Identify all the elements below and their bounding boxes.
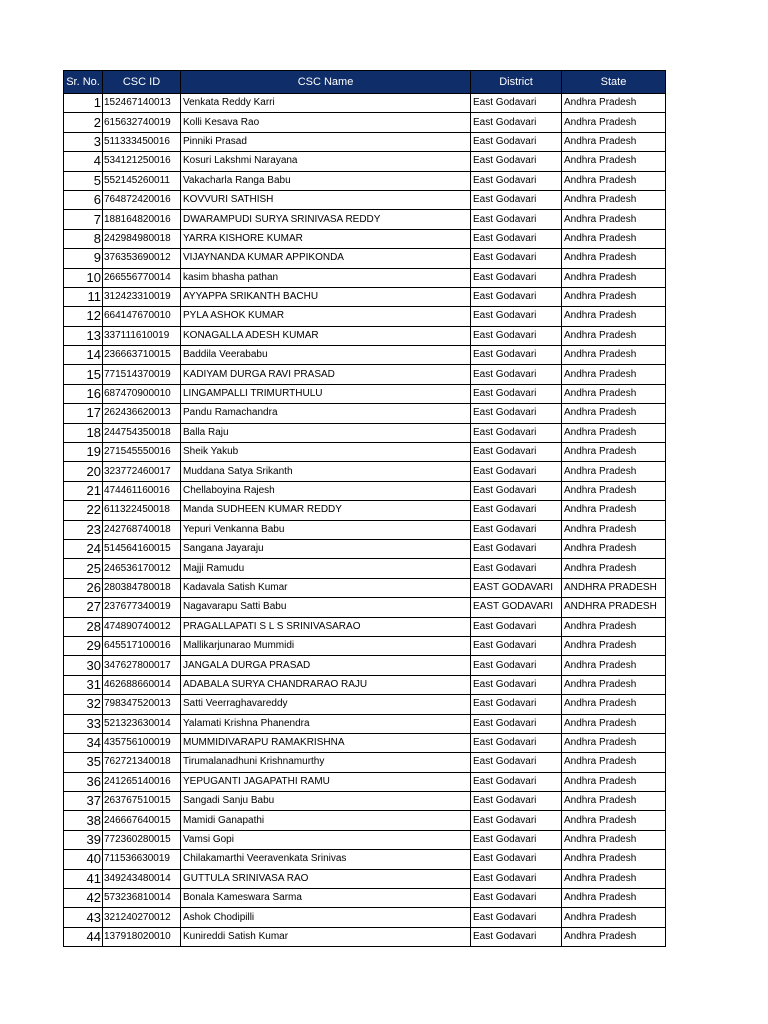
cell-csc-name: KOVVURI SATHISH	[181, 190, 471, 209]
cell-csc-id: 573236810014	[103, 889, 181, 908]
cell-sr-no: 28	[64, 617, 103, 636]
cell-csc-name: KONAGALLA ADESH KUMAR	[181, 326, 471, 345]
table-row	[64, 559, 666, 578]
cell-state: Andhra Pradesh	[562, 210, 666, 229]
cell-sr-no: 42	[64, 889, 103, 908]
cell-state: Andhra Pradesh	[562, 481, 666, 500]
cell-district: East Godavari	[471, 210, 562, 229]
table-row	[64, 772, 666, 791]
cell-csc-name: Ashok Chodipilli	[181, 908, 471, 927]
cell-csc-name: Chellaboyina Rajesh	[181, 481, 471, 500]
cell-district: East Godavari	[471, 190, 562, 209]
cell-csc-id: 266556770014	[103, 268, 181, 287]
cell-csc-id: 262436620013	[103, 404, 181, 423]
cell-csc-id: 772360280015	[103, 830, 181, 849]
cell-csc-name: Manda SUDHEEN KUMAR REDDY	[181, 501, 471, 520]
cell-csc-id: 474461160016	[103, 481, 181, 500]
cell-csc-id: 645517100016	[103, 636, 181, 655]
cell-csc-name: AYYAPPA SRIKANTH BACHU	[181, 287, 471, 306]
cell-district: East Godavari	[471, 501, 562, 520]
cell-csc-id: 762721340018	[103, 753, 181, 772]
cell-state: Andhra Pradesh	[562, 559, 666, 578]
cell-csc-name: Bonala Kameswara Sarma	[181, 889, 471, 908]
csc-table	[63, 70, 666, 947]
cell-sr-no: 29	[64, 636, 103, 655]
cell-csc-name: Pandu Ramachandra	[181, 404, 471, 423]
cell-csc-id: 711536630019	[103, 850, 181, 869]
cell-csc-id: 435756100019	[103, 733, 181, 752]
cell-state: Andhra Pradesh	[562, 365, 666, 384]
table-row	[64, 94, 666, 113]
table-row	[64, 190, 666, 209]
cell-district: East Godavari	[471, 869, 562, 888]
cell-sr-no: 34	[64, 733, 103, 752]
cell-state: ANDHRA PRADESH	[562, 598, 666, 617]
cell-district: East Godavari	[471, 733, 562, 752]
cell-csc-id: 137918020010	[103, 927, 181, 946]
cell-sr-no: 8	[64, 229, 103, 248]
cell-csc-name: ADABALA SURYA CHANDRARAO RAJU	[181, 675, 471, 694]
cell-csc-name: YEPUGANTI JAGAPATHI RAMU	[181, 772, 471, 791]
cell-district: East Godavari	[471, 229, 562, 248]
cell-district: East Godavari	[471, 384, 562, 403]
cell-state: Andhra Pradesh	[562, 404, 666, 423]
cell-csc-name: Kosuri Lakshmi Narayana	[181, 152, 471, 171]
cell-csc-name: Sangana Jayaraju	[181, 539, 471, 558]
table-row	[64, 346, 666, 365]
cell-district: East Godavari	[471, 249, 562, 268]
cell-sr-no: 21	[64, 481, 103, 500]
table-row	[64, 927, 666, 946]
cell-district: East Godavari	[471, 94, 562, 113]
table-row	[64, 152, 666, 171]
cell-state: Andhra Pradesh	[562, 249, 666, 268]
cell-state: Andhra Pradesh	[562, 171, 666, 190]
cell-state: Andhra Pradesh	[562, 268, 666, 287]
cell-state: Andhra Pradesh	[562, 287, 666, 306]
cell-district: East Godavari	[471, 792, 562, 811]
cell-csc-id: 687470900010	[103, 384, 181, 403]
cell-sr-no: 6	[64, 190, 103, 209]
cell-csc-id: 321240270012	[103, 908, 181, 927]
cell-district: East Godavari	[471, 695, 562, 714]
cell-csc-id: 152467140013	[103, 94, 181, 113]
cell-sr-no: 16	[64, 384, 103, 403]
cell-state: Andhra Pradesh	[562, 132, 666, 151]
cell-sr-no: 19	[64, 443, 103, 462]
cell-csc-name: DWARAMPUDI SURYA SRINIVASA REDDY	[181, 210, 471, 229]
table-row	[64, 326, 666, 345]
cell-sr-no: 3	[64, 132, 103, 151]
cell-csc-name: Mallikarjunarao Mummidi	[181, 636, 471, 655]
table-row	[64, 695, 666, 714]
header-row	[64, 71, 666, 94]
cell-sr-no: 37	[64, 792, 103, 811]
cell-sr-no: 13	[64, 326, 103, 345]
cell-district: East Godavari	[471, 830, 562, 849]
cell-sr-no: 43	[64, 908, 103, 927]
table-row	[64, 210, 666, 229]
cell-sr-no: 39	[64, 830, 103, 849]
cell-district: East Godavari	[471, 152, 562, 171]
cell-district: East Godavari	[471, 462, 562, 481]
cell-district: East Godavari	[471, 346, 562, 365]
cell-state: Andhra Pradesh	[562, 733, 666, 752]
cell-sr-no: 41	[64, 869, 103, 888]
table-row	[64, 811, 666, 830]
table-row	[64, 481, 666, 500]
table-row	[64, 830, 666, 849]
cell-state: Andhra Pradesh	[562, 675, 666, 694]
cell-sr-no: 30	[64, 656, 103, 675]
cell-csc-id: 244754350018	[103, 423, 181, 442]
cell-sr-no: 11	[64, 287, 103, 306]
table-row	[64, 869, 666, 888]
cell-state: Andhra Pradesh	[562, 636, 666, 655]
cell-csc-name: PRAGALLAPATI S L S SRINIVASARAO	[181, 617, 471, 636]
cell-district: East Godavari	[471, 559, 562, 578]
cell-csc-name: Vamsi Gopi	[181, 830, 471, 849]
cell-csc-name: Balla Raju	[181, 423, 471, 442]
cell-state: ANDHRA PRADESH	[562, 578, 666, 597]
table-row	[64, 501, 666, 520]
table-row	[64, 520, 666, 539]
cell-state: Andhra Pradesh	[562, 94, 666, 113]
table-row	[64, 307, 666, 326]
cell-district: East Godavari	[471, 443, 562, 462]
cell-csc-name: Kadavala Satish Kumar	[181, 578, 471, 597]
table-row	[64, 617, 666, 636]
cell-csc-name: PYLA ASHOK KUMAR	[181, 307, 471, 326]
cell-sr-no: 10	[64, 268, 103, 287]
cell-csc-id: 615632740019	[103, 113, 181, 132]
table-row	[64, 462, 666, 481]
cell-district: East Godavari	[471, 365, 562, 384]
cell-district: East Godavari	[471, 268, 562, 287]
cell-sr-no: 44	[64, 927, 103, 946]
table-row	[64, 539, 666, 558]
table-row	[64, 792, 666, 811]
cell-csc-id: 271545550016	[103, 443, 181, 462]
cell-state: Andhra Pradesh	[562, 811, 666, 830]
cell-state: Andhra Pradesh	[562, 113, 666, 132]
cell-district: East Godavari	[471, 113, 562, 132]
cell-csc-id: 246667640015	[103, 811, 181, 830]
table-row	[64, 889, 666, 908]
cell-csc-id: 347627800017	[103, 656, 181, 675]
cell-csc-name: Venkata Reddy Karri	[181, 94, 471, 113]
table-row	[64, 578, 666, 597]
cell-csc-id: 242768740018	[103, 520, 181, 539]
cell-sr-no: 15	[64, 365, 103, 384]
cell-csc-id: 514564160015	[103, 539, 181, 558]
cell-csc-id: 511333450016	[103, 132, 181, 151]
cell-sr-no: 9	[64, 249, 103, 268]
cell-csc-name: Sheik Yakub	[181, 443, 471, 462]
cell-state: Andhra Pradesh	[562, 869, 666, 888]
table-row	[64, 384, 666, 403]
cell-state: Andhra Pradesh	[562, 753, 666, 772]
header-state: State	[562, 71, 666, 94]
cell-sr-no: 26	[64, 578, 103, 597]
cell-district: East Godavari	[471, 307, 562, 326]
cell-state: Andhra Pradesh	[562, 462, 666, 481]
table-body	[64, 94, 666, 947]
cell-state: Andhra Pradesh	[562, 889, 666, 908]
table-row	[64, 132, 666, 151]
cell-csc-name: Pinniki Prasad	[181, 132, 471, 151]
cell-csc-id: 474890740012	[103, 617, 181, 636]
cell-district: East Godavari	[471, 404, 562, 423]
cell-csc-name: Baddila Veerababu	[181, 346, 471, 365]
table-row	[64, 365, 666, 384]
table-row	[64, 229, 666, 248]
cell-district: East Godavari	[471, 714, 562, 733]
cell-state: Andhra Pradesh	[562, 326, 666, 345]
cell-csc-id: 280384780018	[103, 578, 181, 597]
table-row	[64, 753, 666, 772]
cell-csc-name: Yalamati Krishna Phanendra	[181, 714, 471, 733]
cell-state: Andhra Pradesh	[562, 695, 666, 714]
cell-csc-id: 611322450018	[103, 501, 181, 520]
cell-csc-id: 263767510015	[103, 792, 181, 811]
cell-district: East Godavari	[471, 287, 562, 306]
header-csc-id: CSC ID	[103, 71, 181, 94]
cell-sr-no: 25	[64, 559, 103, 578]
cell-csc-id: 241265140016	[103, 772, 181, 791]
cell-district: East Godavari	[471, 656, 562, 675]
table-row	[64, 733, 666, 752]
cell-csc-name: KADIYAM DURGA RAVI PRASAD	[181, 365, 471, 384]
cell-state: Andhra Pradesh	[562, 830, 666, 849]
table-row	[64, 598, 666, 617]
cell-csc-name: kasim bhasha pathan	[181, 268, 471, 287]
cell-state: Andhra Pradesh	[562, 501, 666, 520]
table-row	[64, 908, 666, 927]
cell-sr-no: 31	[64, 675, 103, 694]
cell-csc-name: MUMMIDIVARAPU RAMAKRISHNA	[181, 733, 471, 752]
cell-csc-name: VIJAYNANDA KUMAR APPIKONDA	[181, 249, 471, 268]
cell-csc-name: Kunireddi Satish Kumar	[181, 927, 471, 946]
cell-district: EAST GODAVARI	[471, 598, 562, 617]
cell-sr-no: 5	[64, 171, 103, 190]
cell-sr-no: 18	[64, 423, 103, 442]
cell-sr-no: 20	[64, 462, 103, 481]
cell-district: East Godavari	[471, 423, 562, 442]
cell-csc-id: 534121250016	[103, 152, 181, 171]
cell-csc-id: 312423310019	[103, 287, 181, 306]
cell-state: Andhra Pradesh	[562, 617, 666, 636]
cell-state: Andhra Pradesh	[562, 927, 666, 946]
table-row	[64, 443, 666, 462]
cell-csc-id: 462688660014	[103, 675, 181, 694]
cell-sr-no: 14	[64, 346, 103, 365]
cell-csc-name: Sangadi Sanju Babu	[181, 792, 471, 811]
cell-district: East Godavari	[471, 675, 562, 694]
cell-district: East Godavari	[471, 772, 562, 791]
cell-sr-no: 24	[64, 539, 103, 558]
cell-district: East Godavari	[471, 908, 562, 927]
cell-csc-name: YARRA KISHORE KUMAR	[181, 229, 471, 248]
cell-sr-no: 23	[64, 520, 103, 539]
cell-state: Andhra Pradesh	[562, 384, 666, 403]
table-row	[64, 171, 666, 190]
cell-csc-id: 323772460017	[103, 462, 181, 481]
cell-state: Andhra Pradesh	[562, 792, 666, 811]
cell-district: East Godavari	[471, 481, 562, 500]
cell-csc-id: 376353690012	[103, 249, 181, 268]
cell-csc-id: 349243480014	[103, 869, 181, 888]
cell-state: Andhra Pradesh	[562, 190, 666, 209]
cell-csc-id: 664147670010	[103, 307, 181, 326]
cell-state: Andhra Pradesh	[562, 714, 666, 733]
cell-state: Andhra Pradesh	[562, 520, 666, 539]
table-row	[64, 656, 666, 675]
cell-csc-name: Chilakamarthi Veeravenkata Srinivas	[181, 850, 471, 869]
cell-state: Andhra Pradesh	[562, 229, 666, 248]
cell-csc-name: Nagavarapu Satti Babu	[181, 598, 471, 617]
cell-csc-name: Mamidi Ganapathi	[181, 811, 471, 830]
cell-sr-no: 12	[64, 307, 103, 326]
cell-csc-id: 798347520013	[103, 695, 181, 714]
cell-state: Andhra Pradesh	[562, 152, 666, 171]
cell-state: Andhra Pradesh	[562, 307, 666, 326]
cell-csc-id: 552145260011	[103, 171, 181, 190]
cell-sr-no: 4	[64, 152, 103, 171]
cell-state: Andhra Pradesh	[562, 423, 666, 442]
table-row	[64, 113, 666, 132]
table-row	[64, 404, 666, 423]
cell-csc-name: Kolli Kesava Rao	[181, 113, 471, 132]
header-sr-no: Sr. No.	[64, 71, 103, 94]
cell-csc-id: 764872420016	[103, 190, 181, 209]
cell-sr-no: 22	[64, 501, 103, 520]
cell-state: Andhra Pradesh	[562, 772, 666, 791]
cell-sr-no: 7	[64, 210, 103, 229]
table-header	[64, 71, 666, 94]
cell-state: Andhra Pradesh	[562, 539, 666, 558]
cell-district: East Godavari	[471, 811, 562, 830]
cell-csc-id: 521323630014	[103, 714, 181, 733]
cell-csc-id: 771514370019	[103, 365, 181, 384]
cell-sr-no: 33	[64, 714, 103, 733]
cell-csc-name: Satti Veerraghavareddy	[181, 695, 471, 714]
cell-sr-no: 38	[64, 811, 103, 830]
table-row	[64, 714, 666, 733]
cell-csc-id: 246536170012	[103, 559, 181, 578]
cell-sr-no: 35	[64, 753, 103, 772]
cell-district: East Godavari	[471, 520, 562, 539]
header-district: District	[471, 71, 562, 94]
cell-sr-no: 36	[64, 772, 103, 791]
cell-district: East Godavari	[471, 617, 562, 636]
cell-sr-no: 17	[64, 404, 103, 423]
table-row	[64, 268, 666, 287]
cell-csc-name: GUTTULA SRINIVASA RAO	[181, 869, 471, 888]
table-row	[64, 675, 666, 694]
cell-state: Andhra Pradesh	[562, 908, 666, 927]
cell-csc-id: 242984980018	[103, 229, 181, 248]
header-csc-name: CSC Name	[181, 71, 471, 94]
cell-district: East Godavari	[471, 132, 562, 151]
table-row	[64, 249, 666, 268]
table-row	[64, 287, 666, 306]
cell-district: East Godavari	[471, 753, 562, 772]
cell-csc-name: Muddana Satya Srikanth	[181, 462, 471, 481]
cell-csc-name: Majji Ramudu	[181, 559, 471, 578]
cell-district: East Godavari	[471, 171, 562, 190]
cell-state: Andhra Pradesh	[562, 346, 666, 365]
cell-csc-name: Tirumalanadhuni Krishnamurthy	[181, 753, 471, 772]
cell-csc-name: JANGALA DURGA PRASAD	[181, 656, 471, 675]
cell-district: EAST GODAVARI	[471, 578, 562, 597]
cell-csc-name: LINGAMPALLI TRIMURTHULU	[181, 384, 471, 403]
cell-csc-name: Yepuri Venkanna Babu	[181, 520, 471, 539]
cell-district: East Godavari	[471, 889, 562, 908]
cell-sr-no: 1	[64, 94, 103, 113]
cell-sr-no: 2	[64, 113, 103, 132]
cell-sr-no: 40	[64, 850, 103, 869]
cell-district: East Godavari	[471, 539, 562, 558]
cell-sr-no: 27	[64, 598, 103, 617]
cell-csc-id: 236663710015	[103, 346, 181, 365]
table-row	[64, 423, 666, 442]
table-row	[64, 850, 666, 869]
cell-state: Andhra Pradesh	[562, 850, 666, 869]
cell-csc-id: 188164820016	[103, 210, 181, 229]
cell-csc-id: 337111610019	[103, 326, 181, 345]
cell-state: Andhra Pradesh	[562, 443, 666, 462]
cell-district: East Godavari	[471, 850, 562, 869]
cell-state: Andhra Pradesh	[562, 656, 666, 675]
cell-district: East Godavari	[471, 636, 562, 655]
table-row	[64, 636, 666, 655]
cell-csc-id: 237677340019	[103, 598, 181, 617]
cell-sr-no: 32	[64, 695, 103, 714]
cell-district: East Godavari	[471, 326, 562, 345]
cell-district: East Godavari	[471, 927, 562, 946]
cell-csc-name: Vakacharla Ranga Babu	[181, 171, 471, 190]
